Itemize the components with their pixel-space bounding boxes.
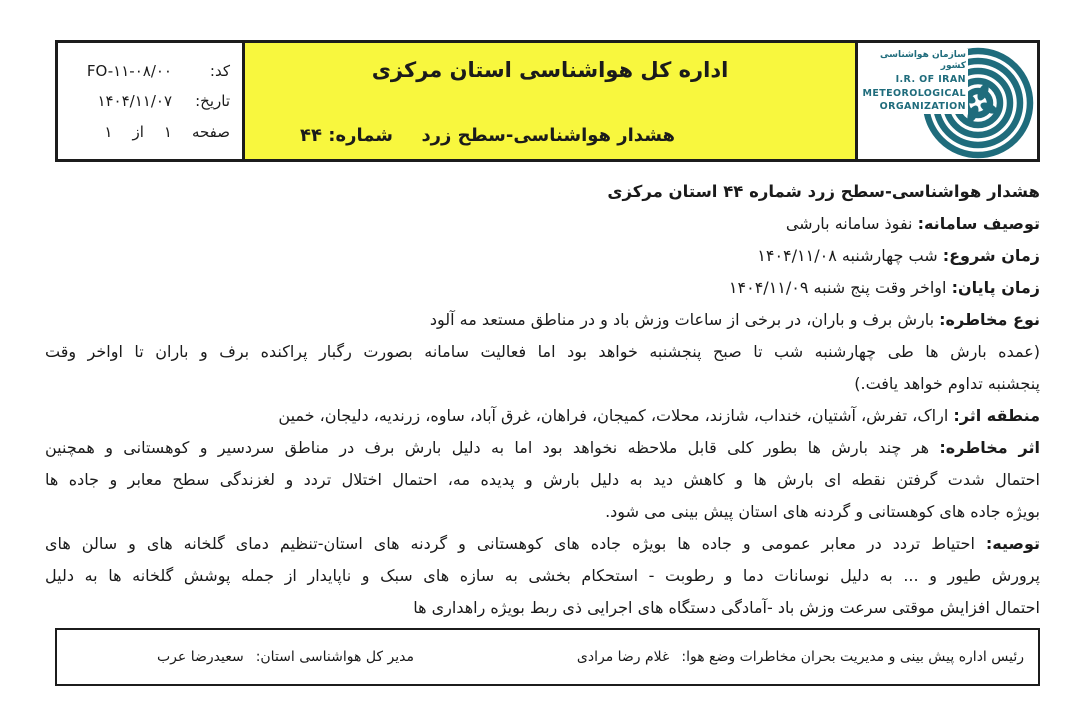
body-line-hazard-effect-3: بویژه جاده های کوهستانی و گردنه های استان پیش بینی می شود. [605, 502, 1040, 521]
body-line-recommendation-1: توصیه: احتیاط تردد در معابر عمومی و جاده ها بویژه جاده های کوهستانی و گردنه های استان-تنظیم دمای گلخانه های و سالن های [45, 534, 1040, 553]
header-info-box [55, 40, 245, 162]
body-line-hazard-type: نوع مخاطره: بارش برف و باران، در برخی از ساعات وزش باد و در مناطق مستعد مه آلود [429, 310, 1040, 329]
page-current: ۱ [163, 122, 172, 141]
warning-number: شماره: ۴۴ [300, 125, 393, 146]
body-line-hazard-note-2: پنجشنبه تداوم خواهد یافت.) [854, 374, 1040, 393]
org-title: اداره کل هواشناسی استان مرکزی [371, 58, 729, 82]
header-title-box [242, 40, 858, 162]
date-row [70, 92, 230, 110]
forecast-chief-name: غلام رضا مرادی [576, 649, 670, 665]
page-label: صفحه [191, 122, 230, 141]
forecast-chief-signature [577, 649, 1024, 665]
org-name-farsi: سازمان هواشناسی کشور [860, 49, 968, 73]
warning-heading: هشدار هواشناسی-سطح زرد شماره ۴۴ استان مرکزی [607, 182, 1040, 201]
forecast-chief-title: رئیس اداره پیش بینی و مدیریت بحران مخاطرات وضع هوا: [681, 649, 1024, 665]
body-line-hazard-effect-2: احتمال شدت گرفتن نقطه ای بارش ها و کاهش دید به دلیل بارش و پدیده مه، احتمال اختلال تردد و لغزندگی سطح معابر و جاده ها [45, 470, 1040, 489]
body-line-system-description: توصیف سامانه: نفوذ سامانه بارشی [785, 214, 1040, 233]
body-line-hazard-note-1: (عمده بارش ها طی چهارشنبه شب تا صبح پنجشنبه خواهد بود اما فعالیت سامانه بصورت رگبار پراکنده برف و باران تا اواخر وقت [45, 342, 1040, 361]
org-logo-text [860, 49, 968, 114]
body-line-hazard-effect-1: اثر مخاطره: هر چند بارش ها بطور کلی قابل ملاحظه نخواهد بود اما به دلیل بارش برف در مناطق سردسیر و کوهستانی و همچنین [45, 438, 1040, 457]
org-name-line1: I.R. OF IRAN [895, 74, 966, 85]
warning-subtitle: هشدار هواشناسی-سطح زرد [421, 125, 675, 146]
org-name-line3: ORGANIZATION [879, 101, 966, 112]
body-line-start-time: زمان شروع: شب چهارشنبه ۱۴۰۴/۱۱/۰۸ [757, 246, 1040, 265]
date-value: ۱۴۰۴/۱۱/۰۷ [97, 92, 172, 110]
code-row [70, 62, 230, 80]
body-line-recommendation-2: پرورش طیور و ... به دلیل نوسانات دما و رطوبت - استحکام بخشی به سازه های سبک و ناپایدار از جمله پوشش گلخانه ها به دلیل [45, 566, 1040, 585]
signature-footer [55, 628, 1040, 686]
body-line-recommendation-3: احتمال افزایش موقتی سرعت وزش باد -آمادگی دستگاه های اجرایی ذی ربط بویژه راهداری ها [413, 598, 1040, 617]
org-name-line2: METEOROLOGICAL [862, 87, 966, 99]
date-label: تاریخ: [195, 92, 230, 110]
page-row [70, 123, 230, 141]
header-logo-box [855, 40, 1040, 162]
document-header [55, 40, 1040, 162]
code-value: FO-۱۱-۰۸/۰۰ [86, 61, 172, 80]
warning-body [45, 176, 1040, 624]
director-general-title: مدیر کل هواشناسی استان: [255, 649, 415, 665]
body-line-end-time: زمان پایان: اواخر وقت پنج شنبه ۱۴۰۴/۱۱/۰۹ [728, 278, 1040, 297]
page-of-label: از [132, 122, 144, 141]
director-general-signature [157, 649, 414, 665]
body-line-affected-area: منطقه اثر: اراک، تفرش، آشتیان، خنداب، شازند، محلات، کمیجان، فراهان، غرق آباد، ساوه، زرندیه، دلیجان، خمین [278, 406, 1040, 425]
director-general-name: سعیدرضا عرب [157, 649, 244, 665]
page-total: ۱ [104, 122, 113, 141]
code-label: کد: [209, 61, 230, 80]
